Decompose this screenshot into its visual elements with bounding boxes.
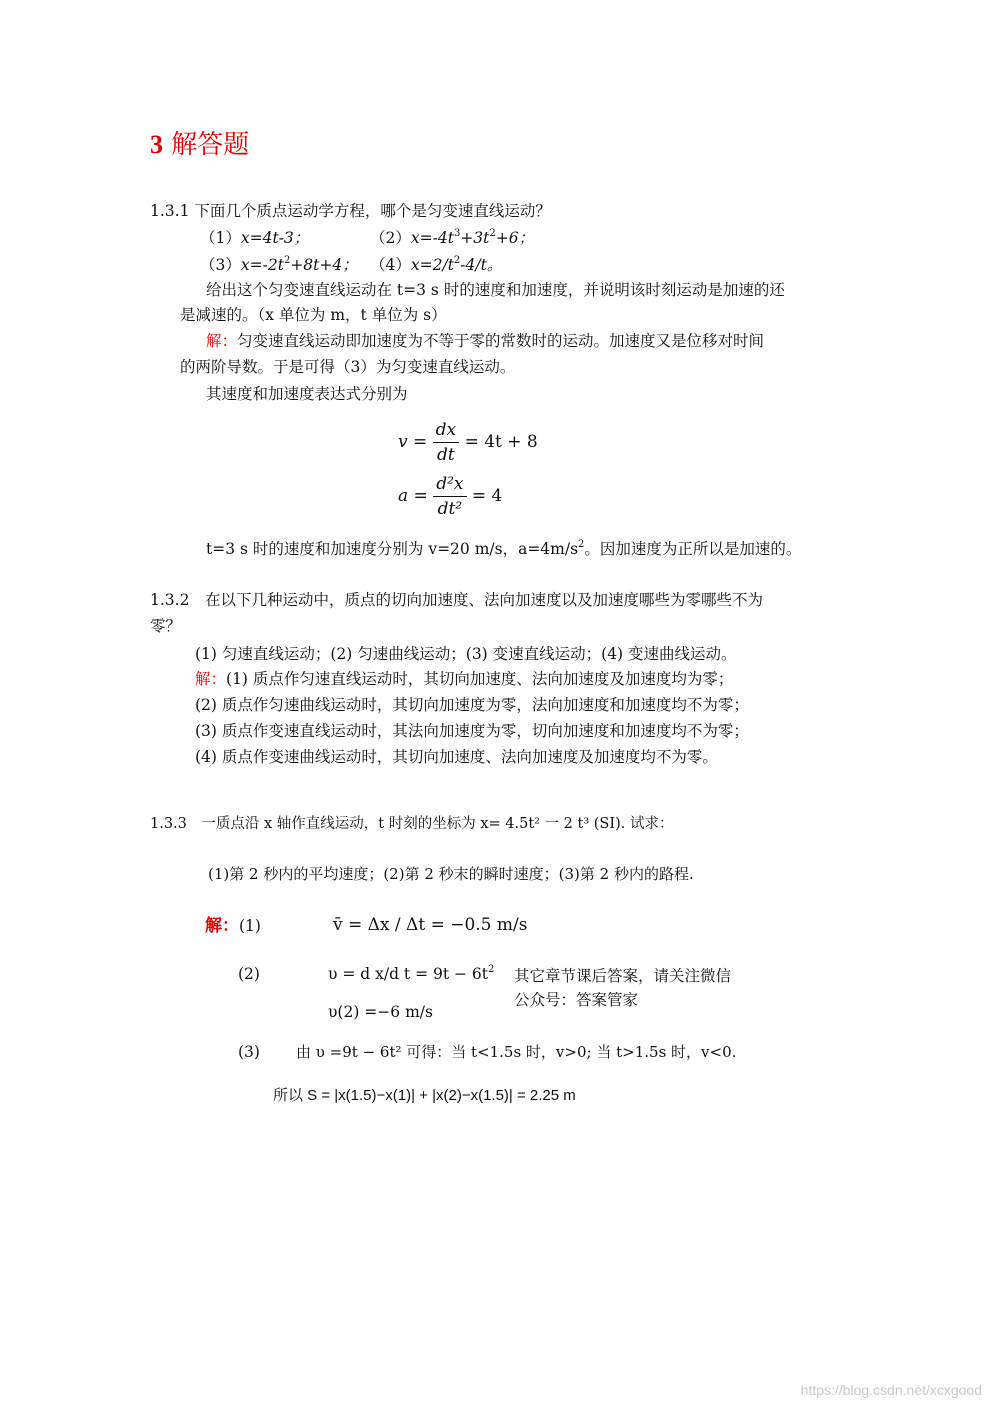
- q1-result: t=3 s 时的速度和加速度分别为 v=20 m/s，$a=4m/s^2$。因加速度为正所以是加速的。: [206, 539, 802, 558]
- q2-solution-label: 解：: [195, 670, 227, 688]
- q3-part2-equation1: υ = d x/d $t = 9t - 6t^2$: [328, 964, 495, 983]
- q2-stem-line2: 零？: [150, 617, 182, 635]
- q1-stem: 1.3.1 下面几个质点运动学方程，哪个是匀变速直线运动？: [150, 202, 551, 220]
- section-number: 3: [150, 130, 163, 159]
- q3-stem: 1.3.3 一质点沿 x 轴作直线运动，t 时刻的坐标为 x= 4.5t² 一 2 t³ (SI). 试求：: [150, 816, 674, 832]
- q1-solution-line2: 的两阶导数。于是可得（3）为匀变速直线运动。: [180, 358, 516, 376]
- q1-option-2: $(2)x=-4t^3+3t^2+6$；: [370, 228, 535, 247]
- note-line2: 公众号：答案管家: [514, 991, 639, 1009]
- q1-ask-line1: 给出这个匀变速直线运动在 t=3 s 时的速度和加速度，并说明该时刻运动是加速的还: [206, 281, 785, 299]
- q1-option-4: $(4)x=2/t^2-4/t$。: [370, 255, 503, 274]
- note-line1: 其它章节课后答案，请关注微信: [514, 967, 732, 985]
- q1-option-1: （1）x=4t-3；: [200, 229, 310, 247]
- velocity-equation: v = $\frac{dx}{dt}$ = 4t + 8: [398, 420, 538, 465]
- q3-part2-label: (2): [238, 965, 260, 983]
- velocity-fraction: $\frac{dx}{dt}$: [433, 420, 459, 465]
- q2-solution-1: 解：(1) 质点作匀速直线运动时，其切向加速度、法向加速度及加速度均为零；: [195, 670, 734, 688]
- q1-solution-line1: 解：匀变速直线运动即加速度为不等于零的常数时的运动。加速度又是位移对时间: [206, 332, 765, 350]
- section-title: 解答题: [171, 130, 250, 160]
- q3-part2-equation2: υ(2) =−6 m/s: [328, 1003, 433, 1021]
- q2-solution-3: (3) 质点作变速直线运动时，其法向加速度为零，切向加速度和加速度均不为零；: [195, 722, 749, 740]
- watermark: https://blog.csdn.net/xcxgood: [800, 1382, 982, 1398]
- q2-solution-2: (2) 质点作匀速曲线运动时，其切向加速度为零，法向加速度和加速度均不为零；: [195, 696, 749, 714]
- q3-part1-label: (1): [239, 917, 261, 935]
- q2-solution-4: (4) 质点作变速曲线运动时，其切向加速度、法向加速度及加速度均不为零。: [195, 748, 718, 766]
- acceleration-equation: a = $\frac{\text{d²x}}{\text{dt²}}$ = 4: [398, 474, 503, 519]
- q3-final-answer: 所以 S = |x(1.5)−x(1)| + |x(2)−x(1.5)| = 2.25 m: [273, 1087, 576, 1104]
- q1-option-3: $(3)x=-2t^2+8t+4$；: [200, 255, 358, 274]
- q2-cases: (1) 匀速直线运动；(2) 匀速曲线运动；(3) 变速直线运动；(4) 变速曲线运动。: [195, 645, 737, 663]
- q3-ask: (1)第 2 秒内的平均速度；(2)第 2 秒末的瞬时速度；(3)第 2 秒内的路程.: [208, 865, 694, 883]
- q2-stem-line1: 1.3.2 在以下几种运动中，质点的切向加速度、法向加速度以及加速度哪些为零哪些不为: [150, 591, 763, 609]
- section-heading: [150, 130, 249, 160]
- q1-ask-line2: 是减速的。（x 单位为 m，t 单位为 s）: [180, 306, 447, 324]
- acceleration-fraction: $\frac{\text{d²x}}{\text{dt²}}$: [433, 474, 466, 519]
- q1-solution-label: 解：: [206, 332, 238, 350]
- q3-solution-label: 解：: [205, 916, 239, 936]
- q3-part1: [205, 916, 261, 936]
- q3-part3-label: (3): [238, 1043, 260, 1061]
- q1-solution-line3: 其速度和加速度表达式分别为: [206, 385, 408, 403]
- q3-part1-equation: v̄ = Δx / Δt = −0.5 m/s: [333, 915, 528, 935]
- q3-part3-text: 由 υ =9t − 6t² 可得：当 t<1.5s 时，v>0; 当 t>1.5s 时，v<0.: [296, 1043, 737, 1061]
